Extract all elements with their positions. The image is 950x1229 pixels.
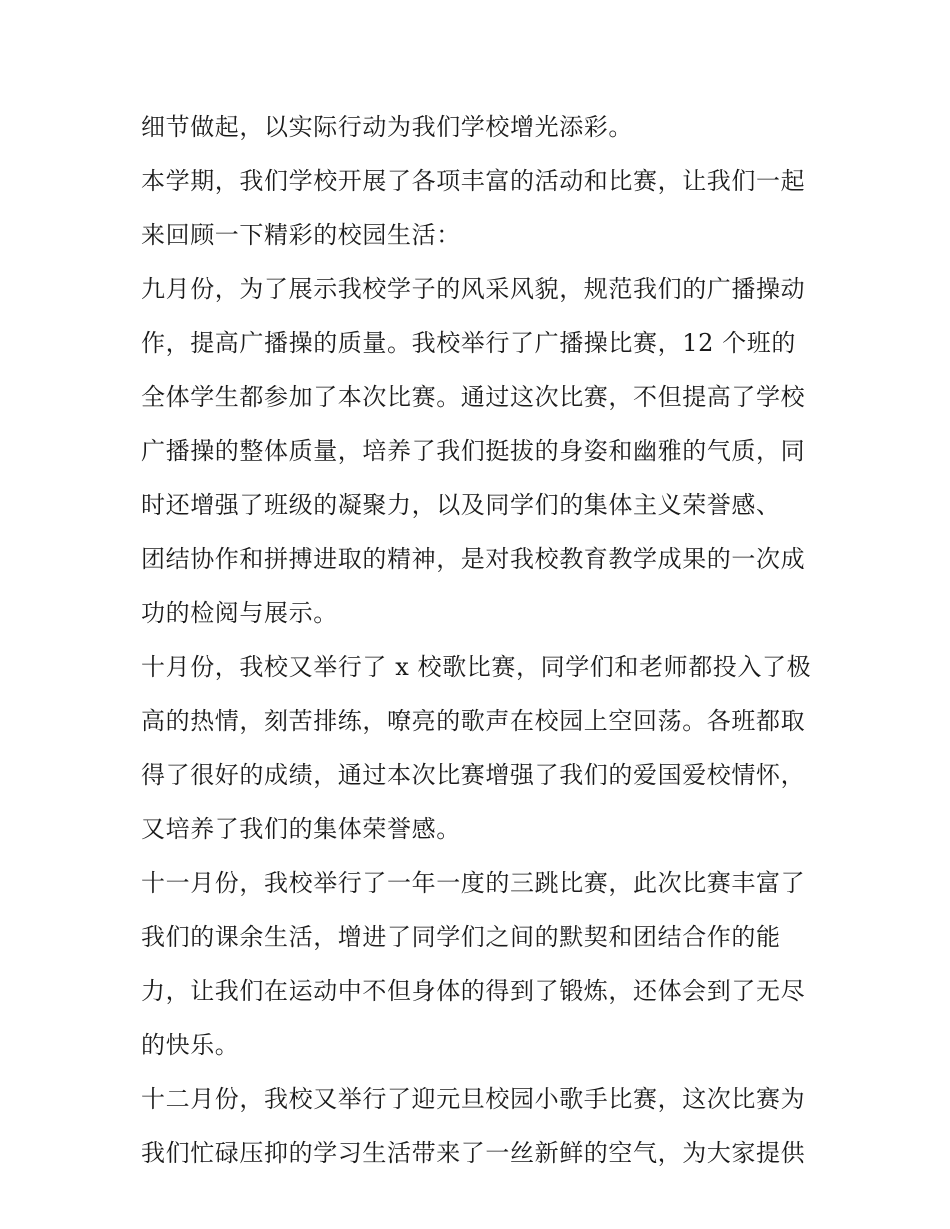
- text-line: 我们忙碌压抑的学习生活带来了一丝新鲜的空气，为大家提供: [141, 1139, 806, 1167]
- text-line: 时还增强了班级的凝聚力，以及同学们的集体主义荣誉感、: [141, 491, 781, 519]
- text-line: 又培养了我们的集体荣誉感。: [141, 815, 461, 843]
- text-line: 高的热情，刻苦排练，嘹亮的歌声在校园上空回荡。各班都取: [141, 707, 806, 735]
- text-line: 全体学生都参加了本次比赛。通过这次比赛，不但提高了学校: [141, 383, 806, 411]
- text-line: 细节做起，以实际行动为我们学校增光添彩。: [141, 113, 633, 141]
- text-line: 功的检阅与展示。: [141, 599, 338, 627]
- text-line: 十月份，我校又举行了 x 校歌比赛，同学们和老师都投入了极: [141, 653, 812, 681]
- text-line: 九月份，为了展示我校学子的风采风貌，规范我们的广播操动: [141, 275, 806, 303]
- text-line: 我们的课余生活，增进了同学们之间的默契和团结合作的能: [141, 923, 781, 951]
- text-line: 得了很好的成绩，通过本次比赛增强了我们的爱国爱校情怀，: [141, 761, 806, 789]
- text-line: 十二月份，我校又举行了迎元旦校园小歌手比赛，这次比赛为: [141, 1085, 806, 1113]
- text-line: 力，让我们在运动中不但身体的得到了锻炼，还体会到了无尽: [141, 977, 806, 1005]
- text-line: 十一月份，我校举行了一年一度的三跳比赛，此次比赛丰富了: [141, 869, 806, 897]
- text-line: 广播操的整体质量，培养了我们挺拔的身姿和幽雅的气质，同: [141, 437, 806, 465]
- text-line: 本学期，我们学校开展了各项丰富的活动和比赛，让我们一起: [141, 167, 806, 195]
- text-line: 作，提高广播操的质量。我校举行了广播操比赛，12 个班的: [141, 329, 796, 357]
- text-line: 团结协作和拼搏进取的精神，是对我校教育教学成果的一次成: [141, 545, 806, 573]
- text-line: 来回顾一下精彩的校园生活：: [141, 221, 461, 249]
- text-line: 的快乐。: [141, 1031, 240, 1059]
